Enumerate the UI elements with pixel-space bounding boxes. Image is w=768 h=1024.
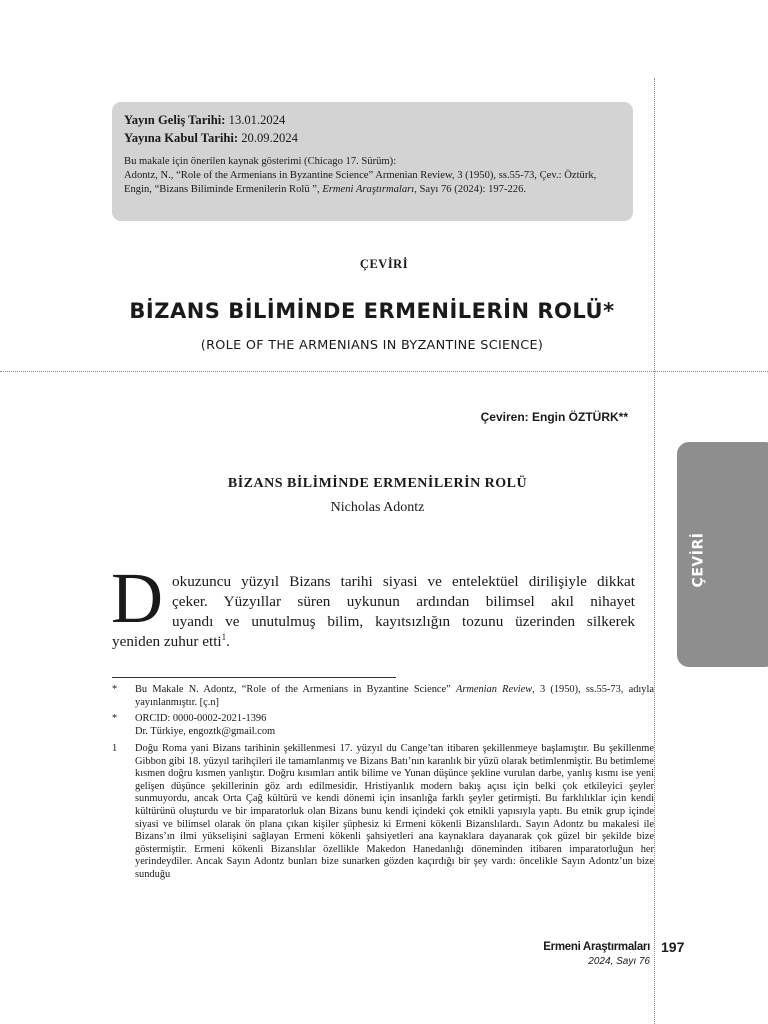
citation-intro: Bu makale için önerilen kaynak gösterimi (Chicago 17. Sürüm): bbox=[124, 156, 397, 167]
publication-info-box bbox=[112, 102, 633, 221]
article-author: Nicholas Adontz bbox=[330, 500, 425, 515]
title-dotted-horizontal-line bbox=[0, 371, 768, 372]
page-subtitle: (ROLE OF THE ARMENIANS IN BYZANTINE SCIENCE) bbox=[200, 338, 544, 353]
page-title: BİZANS BİLİMİNDE ERMENİLERİN ROLÜ* bbox=[129, 299, 615, 323]
translator-credit: Çeviren: Engin ÖZTÜRK** bbox=[480, 410, 628, 424]
citation bbox=[124, 155, 621, 197]
footnote-translator: * ORCID: 0000-0002-2021-1396 Dr. Türkiye, engoztk@gmail.com bbox=[112, 713, 654, 739]
section-label: ÇEVİRİ bbox=[359, 257, 409, 271]
body-line-4: yeniden zuhur etti$^1$. bbox=[112, 631, 230, 650]
margin-dotted-vertical-line bbox=[654, 78, 655, 1024]
accepted-date: Yayına Kabul Tarihi: 20.09.2024 bbox=[124, 131, 298, 145]
section-side-tab-label: ÇEVİRİ bbox=[690, 532, 706, 588]
footnote-1: 1 Doğu Roma yani Bizans tarihinin şekillenmesi 17. yüzyıl du Cange’tan itibaren şekillenmeye başlamıştır. Bu şekillenme Gibbon gibi 18. yüzyıl tarihçileri ile tamamlanmış ve Bizans Batı’nın karanlık bir yüzü olarak betimlenmiştir. Bu betimleme kısmen doğru kısmen yanlıştır. Doğru kısımları antik bilime ve Yunan düşünce şekline vurulan darbe, yanlış kısmı ise yeni gelişen düşünce şekillerinin göz ardı edilmesidir. Hristiyanlık modern bakış açısı için belki çok etkileyici şeyler sunmuyordu, ancak Orta Çağ kültürü ve kendi dönemi için insanlığa farklı şeyler getirmişti. Bu farklılıklar için kendi kültürünü oluşturdu ve bir imparatorluk olan Bizans bunu kendi içindeki çok etnikli yapısıyla yaptı. Bu etnik grup içinde siyasi ve bilimsel olarak ön plana çıkan kişiler şüphesiz ki Ermeni kökenli Bizanslılardı. Sayın Adontz bu makalesi ile Bizans’ın ilmi yükselişini sağlayan Ermeni kökenli şahsiyetleri ana kaynaklara dayanarak çok güzel bir şekilde bize göstermiştir. Ermeni kökenli Bizanslılar özellikle Makedon Hanedanlığı döneminden itibaren imparatorluğun her yerindeydiler. Ancak Sayın Adontz bunları bize sunarken gözden kaçırdığı bir şey vardı: öncelikle Sayın Adontz’un bize sunduğu bbox=[112, 743, 654, 880]
footer-journal-name: Ermeni Araştırmaları bbox=[543, 941, 650, 953]
translator-contact: Dr. Türkiye, engoztk@gmail.com bbox=[135, 725, 276, 737]
drop-cap: D bbox=[111, 558, 163, 638]
body-line-2: çeker. Yüzyıllar süren uykunun ardından bilimsel akıl nihayet bbox=[172, 593, 635, 610]
body-line-3: uyandı ve unutulmuş bilim, kayıtsızlığın tozunu üzerinden silkerek bbox=[172, 613, 635, 630]
page-number: 197 bbox=[661, 939, 685, 955]
body-line-1: okuzuncu yüzyıl Bizans tarihi siyasi ve entelektüel dirilişiyle dikkat bbox=[172, 573, 635, 590]
footer-issue: 2024, Sayı 76 bbox=[588, 956, 650, 967]
citation-text: Adontz, N., “Role of the Armenians in Byzantine Science” Armenian Review, 3 (1950), ss.55-73, Çev.: Öztürk, Engin, “Bizans Biliminde Ermenilerin Rolü ”, Ermeni Araştırmaları, Sayı 76 (2024): 197-226. bbox=[124, 170, 597, 195]
publication-dates bbox=[124, 111, 621, 147]
article-title: BİZANS BİLİMİNDE ERMENİLERİN ROLÜ bbox=[227, 476, 528, 491]
footnote-ref-1[interactable]: 1 bbox=[221, 631, 227, 642]
footnote-original-source: * Bu Makale N. Adontz, “Role of the Armenians in Byzantine Science” Armenian Review, 3 (1950), ss.55-73, adıyla yayınlanmıştır. [ç.n] bbox=[112, 684, 654, 708]
translator-orcid: ORCID: 0000-0002-2021-1396 bbox=[135, 713, 267, 724]
received-date: Yayın Geliş Tarihi: 13.01.2024 bbox=[124, 113, 286, 127]
footnote-separator bbox=[112, 677, 396, 678]
